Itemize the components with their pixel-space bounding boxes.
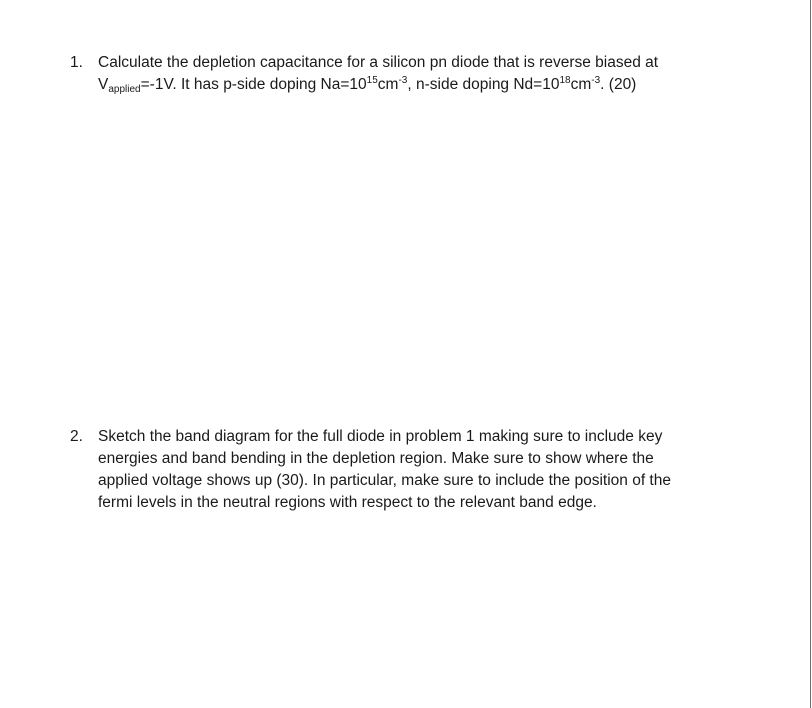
points-text: . (20) bbox=[600, 76, 637, 93]
question-2-line-1: Sketch the band diagram for the full diode in problem 1 making sure to include key bbox=[98, 428, 663, 445]
page-right-border bbox=[810, 0, 811, 708]
question-2-number: 2. bbox=[70, 428, 83, 445]
nd-exponent: 18 bbox=[559, 75, 571, 86]
nd-unit-exponent: -3 bbox=[591, 75, 601, 86]
question-2 bbox=[70, 426, 750, 514]
na-unit-exponent: -3 bbox=[398, 75, 408, 86]
question-1-text bbox=[98, 52, 750, 101]
question-2-line-4: fermi levels in the neutral regions with respect to the relevant band edge. bbox=[98, 494, 597, 511]
na-exponent: 15 bbox=[366, 75, 378, 86]
nd-unit: cm bbox=[570, 76, 592, 93]
nd-text: , n-side doping Nd=10 bbox=[407, 76, 560, 93]
question-1-number: 1. bbox=[70, 54, 83, 71]
question-1 bbox=[70, 52, 750, 101]
question-1-line-2 bbox=[98, 74, 750, 101]
voltage-subscript: applied bbox=[108, 84, 141, 95]
na-unit: cm bbox=[377, 76, 399, 93]
question-1-line-1: Calculate the depletion capacitance for a silicon pn diode that is reverse biased at bbox=[98, 54, 659, 71]
question-2-line-2: energies and band bending in the depletion region. Make sure to show where the bbox=[98, 450, 654, 467]
voltage-value-text: =-1V. It has p-side doping Na=10 bbox=[140, 76, 367, 93]
question-2-text bbox=[98, 426, 750, 514]
question-2-line-3: applied voltage shows up (30). In particular, make sure to include the position of the bbox=[98, 472, 671, 489]
voltage-symbol: V bbox=[98, 76, 109, 93]
